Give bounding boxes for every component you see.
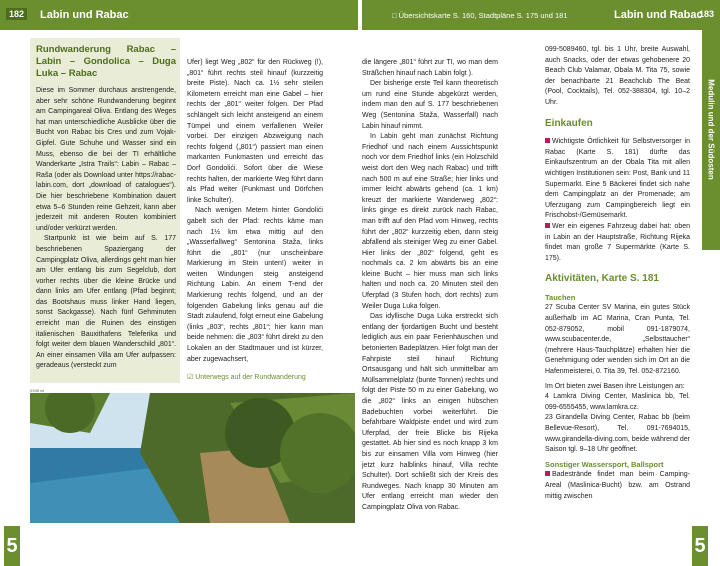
hike-paragraph-2: Startpunkt ist wie beim auf S. 177 beschriebenen Spaziergang der Campingplatz Oliva, allerdings geht man hier am Ufer entlang bis zum Segelclub, dort vorher rechts über die kleine Brücke und dann links am Ufer entlang (Pfad beginnt; das Bootshaus muss linker Hand liegen, sonst Sackgasse). Nach fünf Gehminuten erreicht man die Ruinen des einstigen italienischen Bauxithafens Teleferika und folgt weiter dem blauen Wanderschild „801“. An einer einsamen Villa am Ufer aufpassen: geradeaus (versteckt zum [36,235,176,370]
coast-photo-image [30,393,355,523]
col2-paragraph-2: Nach wenigen Metern hinter Gondolići gabelt sich der Pfad: rechts käme man nach 1½ km etwa mittig auf den „Wasserfallweg“ Sentonina Staža, links führt die „801“ (nur unscheinbare Markierung im Stein unten!) weiter in weiten Windungen steig ansteigend Richtung Labin. An einem T-end der Markierung rechts folgend, und an der folgenden Gabelung links genau auf die Stadt zulaufend, folgt erneut eine Gabelung (links „803“, rechts „801“; hier kann man beide nehmen: die „803“ führt direkt zu den Lokalen an der Stadtmauer und ist kürzer, aber zugewachsert, [187,207,323,363]
bullet-icon [545,138,550,143]
shopping-text-1: Wichtigste Örtlichkeit für Selbstversorger in Rabac (Karte S. 181) dürfte das Einkaufszentrum an der Obala Tita mit allen wichtigen Institutionen sein: Post, Bank und 11 Supermarkt. Eine 5 Bäckerei findet sich nahe dem Campingplatz an der Promenade; am Uferzugang zum Campingbereich liegt ein Frischobst-/Gemüsemarkt. [545,138,690,220]
chapter-tab-right: 5 [692,526,708,566]
diving-paragraph-2: Im Ort bieten zwei Basen ihre Leistungen an: [545,382,685,390]
shopping-text-2: Wer ein eigenes Fahrzeug dabei hat: oben in Labin an der Hauptstraße, Richtung Rijeka findet man große 7 Supermärkte (Karte S. 175). [545,222,690,262]
col2-paragraph-1: Ufer) liegt Weg „802“ für den Rückweg (!), „801“ führt rechts steil hinauf (kurzzeitig breite Piste). Nach ca. 1½ sehr steilen Kilometern erreicht man eine Gabel – hier rechts der „801“ weiter folgen. Der Pfad schlängelt sich leicht ansteigend an einem Tümpel und einem verfallenen Weiler vorbei. Der einzigen Abzweigung nach rechts folgend („801“) passiert man einen markanten Funkmasten und erreicht das Dorf Gondolići. Sofort über die Wiese rechts halten, der markierte Weg führt dann als Pfad weiter (Funkmast und Dörfchen linke Schulter). [187,59,323,204]
shopping-paragraph-2 [545,222,690,264]
photo-caption: ☑ Unterwegs auf der Rundwanderung [187,374,306,382]
diving-heading: Tauchen [545,292,576,302]
info-column [545,45,690,502]
map-reference-text: Übersichtskarte S. 160, Stadtpläne S. 175 und 181 [398,11,568,20]
hike-title: Rundwanderung Rabac – Labin – Gondolica – Duga Luka – Rabac [36,44,176,79]
coast-photo [30,393,355,523]
photo-credit: 0398 ml [30,388,45,393]
shopping-paragraph-1 [545,137,690,222]
nightlife-paragraph: 099-5089460, tgl. bis 1 Uhr, breite Auswahl, auch Snacks, oder der etwas gehobenere 20 Beach Club Valamar, Obala M. Tita 75, sowie der benachbarte 21 Beachclub The Beat (Pool, Cocktails), Tel. 052-388304, tgl. 10–2 Uhr. [545,46,690,106]
right-header-title: Labin und Rabac [614,9,703,21]
shopping-heading: Einkaufen [545,117,593,129]
left-page-header [0,0,358,30]
photo-caption-text: Unterwegs auf der Rundwanderung [195,374,306,382]
activities-heading: Aktivitäten, Karte S. 181 [545,273,659,285]
bullet-icon [545,223,550,228]
right-page-header [362,0,720,30]
col3-paragraph-3: In Labin geht man zunächst Richtung Friedhof und nach einem Aussichtspunkt noch vor dem Friedhof links (ein Holzschild weist dort den Weg nach Rabac) und trifft nach 500 m auf eine Straße; hier links und immer leicht abwärts gehend (ca. 1 km) kreuzt der markierte Wanderweg „802“: links ginge es direkt zurück nach Rabac, man trifft auf den Pfad vom Hinweg, rechts führt der „802“ kurzzeitig eben, dann steig abfallend als steiniger Weg zu einer Gabel. Hier links der „802“ folgend, geht es nochmals ca. 2 km abwärts bis an eine kleine Bucht – hier muss man sich links halten und noch ca. 20 Minuten steil den Uferpfad (3 Stufen hoch, dort rechts) zum Weiler Duga Luka folgen. [362,133,498,310]
chapter-side-text: Medulin und der Südosten [706,79,716,180]
chapter-side-label [702,30,720,250]
bullet-icon [545,471,550,476]
col3-paragraph-1: die längere „801“ führt zur TI, wo man dem Sträßchen hinauf nach Labin folgt ). [362,59,498,77]
col3-paragraph-2: Der bisherige erste Teil kann theoretisch um rund eine Stunde abgekürzt werden, indem man den auf S. 177 beschriebenen Weg (Sentonina Staža, Wasserfall) nach Labin hinauf nimmt. [362,80,498,130]
chapter-tab-left: 5 [4,526,20,566]
hike-paragraph-1: Diese im Sommer durchaus anstrengende, aber sehr schöne Rundwanderung beginnt am Campingareal Oliva. Entlang des Weges hat man unterschiedliche Ausblicke über die Bucht von Rabac bis Cres und zum Vojak-Gipfel. Gute Schuhe und Wasser sind ein Muss, ebenso die bei der TI erhältliche Wanderkarte „Istra Trails“: Labin – Rabac – Raša (oder als Download unter https://rabac-labin.com, dort „download of catalogues“). Die hier beschriebene Kombination dauert etwa 5–6 Stunden reine Gehzeit, kann aber jederzeit mit anderen Routen kombiniert und/oder verkürzt werden. [36,87,176,232]
hike-column-2 [187,58,323,384]
hike-column-3 [362,58,498,514]
watersport-text: Badestrände findet man beim Camping-Areal (Maslinica-Bucht) bzw. am Ostrand mittig zwischen [545,471,690,500]
col3-paragraph-4: Das idyllische Duga Luka erstreckt sich entlang der fjordartigen Bucht und besteht lediglich aus ein paar Ferienhäuschen und betonierten Badeplätzen. Hier folgt man der Fahrpiste steil hinauf Richtung Ortsausgang und hält sich unmittelbar am Müllsammelplatz (bunte Tonnen) rechts und folgt der Piste 50 m zu einer Gabelung, wo die „802“ links an einigen hübschen Badebuchten vorbei weiterführt. Die befahrbare Waldpiste endet und wird zum Uferpfad, der freie Blicke bis Rijeka gestattet. Ab hier sind es noch knapp 3 km bis zur einsamen Villa vom Hinweg (hier jetzt kurz halblinks hinauf, Villa rechte Schulter). Dort schließt sich der Kreis des Rundweges. Nach knapp 30 Minuten am Ufer entlang erreicht man wieder den Campingplatz Oliva von Rabac. [362,313,498,511]
diving-paragraph-1: 27 Scuba Center SV Marina, ein gutes Stück außerhalb im AC Marina, Cran Punta, Tel. 052-879052, mobil 091-1879074, www.scubacenter.de, „Selbsttaucher“ (mehrere Haus-Tauchplätze) erhalten hier die Genehmigung oder wenden sich im Ort an die Hafenmeisterei, 0. Tita 39, Tel. 052-872160. [545,304,690,376]
diving-paragraph-3: 4 Lamkra Diving Center, Maslinica bb, Tel. 099-6555455, www.lamkra.cz. [545,393,690,411]
page-number-right: 183 [699,9,715,19]
page-number-left: 182 [6,8,27,20]
left-header-title: Labin und Rabac [40,9,129,21]
diving-paragraph-4: 23 Girandella Diving Center, Rabac bb (beim Bellevue-Resort), Tel. 091-7694015, www.girandella-diving.com, beide während der Saison tgl. 9–18 Uhr geöffnet. [545,414,690,454]
watersport-paragraph [545,470,690,502]
watersport-heading: Sonstiger Wassersport, Ballsport [545,459,664,469]
hike-box-text [36,44,176,372]
map-reference: □ Übersichtskarte S. 160, Stadtpläne S. 175 und 181 [392,11,568,20]
